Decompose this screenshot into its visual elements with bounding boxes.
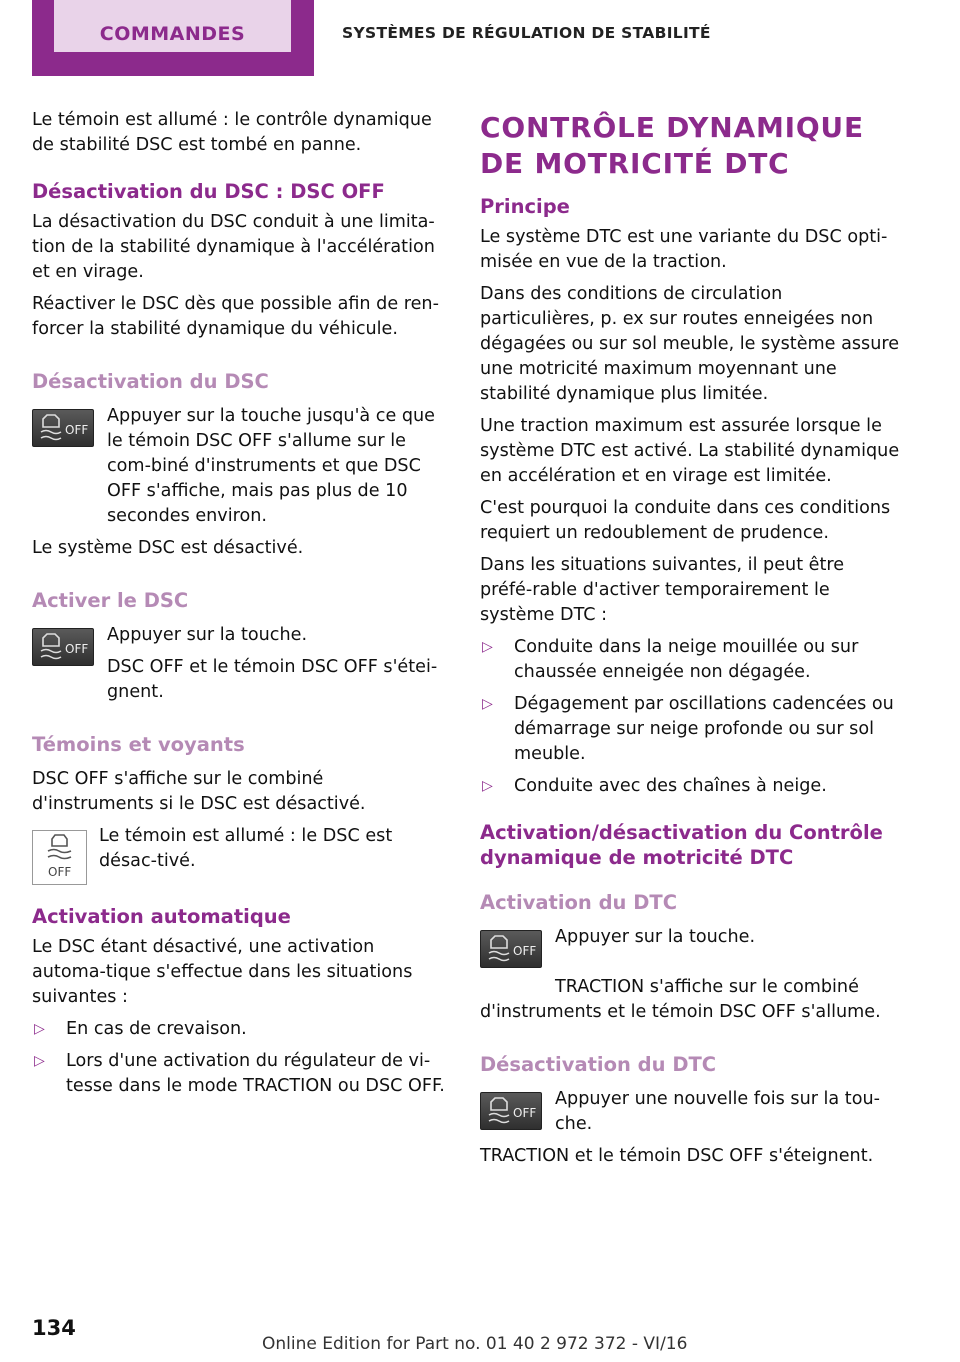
paragraph: Le DSC étant désactivé, une activation automa‐tique s'effectue dans les situations suivantes :: [32, 937, 413, 1007]
paragraph: Réactiver le DSC dès que possible afin de ren‐forcer la stabilité dynamique du véhicule.: [32, 294, 439, 339]
bullet-list: [32, 1017, 447, 1099]
svg-text:OFF: OFF: [65, 642, 89, 656]
heading-activer-dsc: Activer le DSC: [32, 589, 189, 612]
paragraph: Dans des conditions de circulation particulières, p. ex sur routes enneigées non dégagées ou sur sol meuble, le système assure une motricité maximum moyennant une stabilité dynamique plus limitée.: [480, 284, 900, 404]
instruction-block: [32, 623, 447, 705]
page-number: 134: [32, 1316, 76, 1340]
heading-activation-dtc: Activation du DTC: [480, 891, 678, 914]
paragraph: Le témoin est allumé : le contrôle dynamique de stabilité DSC est tombé en panne.: [32, 110, 432, 155]
instruction-block: [32, 404, 447, 529]
paragraph: DSC OFF s'affiche sur le combiné d'instruments si le DSC est désactivé.: [32, 769, 366, 814]
heading-temoins: Témoins et voyants: [32, 733, 245, 756]
left-column: [32, 108, 447, 1106]
heading-principe: Principe: [480, 195, 570, 218]
svg-text:OFF: OFF: [48, 865, 72, 879]
header-bar: [0, 0, 960, 76]
heading-deactivation-dsc: Désactivation du DSC: [32, 370, 269, 393]
paragraph: TRACTION et le témoin DSC OFF s'éteignent.: [480, 1146, 874, 1166]
paragraph: Le système DTC est une variante du DSC opti‐misée en vue de la traction.: [480, 227, 888, 272]
list-item: ▷ Conduite avec des chaînes à neige.: [482, 776, 827, 796]
paragraph: Appuyer sur la touche.: [555, 927, 756, 947]
instruction-block: [480, 925, 900, 975]
svg-text:OFF: OFF: [65, 423, 89, 437]
paragraph: Une traction maximum est assurée lorsque le système DTC est activé. La stabilité dynamique en accélération et en virage est limitée.: [480, 416, 900, 486]
paragraph: Appuyer une nouvelle fois sur la tou‐che.: [555, 1089, 880, 1134]
heading-dtc: CONTRÔLE DYNAMIQUE DE MOTRICITÉ DTC: [480, 111, 864, 180]
svg-text:OFF: OFF: [513, 944, 537, 958]
tab-commandes[interactable]: [32, 0, 314, 76]
tab-commandes-label: COMMANDES: [54, 0, 291, 52]
paragraph: Appuyer sur la touche.: [107, 625, 308, 645]
heading-dsc-off: Désactivation du DSC : DSC OFF: [32, 180, 385, 203]
paragraph: Le système DSC est désactivé.: [32, 538, 304, 558]
heading-deactivation-dtc: Désactivation du DTC: [480, 1053, 717, 1076]
heading-activation-deactivation-dtc: Activation/désactivation du Contrôle dynamique de motricité DTC: [480, 821, 883, 869]
dsc-off-warning-icon: [32, 830, 87, 885]
edition-footer: Online Edition for Part no. 01 40 2 972 372 - VI/16: [262, 1334, 688, 1354]
warning-block: [32, 824, 447, 890]
paragraph: TRACTION s'affiche sur le combiné d'instruments et le témoin DSC OFF s'allume.: [480, 977, 881, 1022]
dsc-off-button-icon: [480, 1092, 542, 1130]
dsc-off-button-icon: [480, 930, 542, 968]
section-title: SYSTÈMES DE RÉGULATION DE STABILITÉ: [342, 24, 711, 42]
paragraph: Appuyer sur la touche jusqu'à ce que le témoin DSC OFF s'allume sur le com‐biné d'instruments et que DSC OFF s'affiche, mais pas plus de 10 secondes environ.: [107, 406, 436, 526]
list-item: ▷ Conduite dans la neige mouillée ou sur chaussée enneigée non dégagée.: [482, 637, 859, 682]
heading-activation-auto: Activation automatique: [32, 905, 291, 928]
paragraph: La désactivation du DSC conduit à une limita‐tion de la stabilité dynamique à l'accélération et en virage.: [32, 212, 435, 282]
list-item: ▷ Lors d'une activation du régulateur de vi‐tesse dans le mode TRACTION ou DSC OFF.: [34, 1051, 445, 1096]
svg-text:OFF: OFF: [513, 1106, 537, 1120]
list-item: ▷ En cas de crevaison.: [34, 1019, 247, 1039]
paragraph: Dans les situations suivantes, il peut être préfé‐rable d'activer temporairement le système DTC :: [480, 555, 845, 625]
paragraph: DSC OFF et le témoin DSC OFF s'étei‐gnent.: [107, 657, 438, 702]
paragraph: C'est pourquoi la conduite dans ces conditions requiert un redoublement de prudence.: [480, 498, 891, 543]
paragraph: Le témoin est allumé : le DSC est désac‐tivé.: [99, 826, 393, 871]
right-column: [480, 110, 900, 1176]
list-item: ▷ Dégagement par oscillations cadencées ou démarrage sur neige profonde ou sur sol meuble.: [482, 694, 894, 764]
dsc-off-button-icon: [32, 628, 94, 666]
bullet-list: [480, 635, 900, 799]
dsc-off-button-icon: [32, 409, 94, 447]
instruction-block: [480, 1087, 900, 1137]
